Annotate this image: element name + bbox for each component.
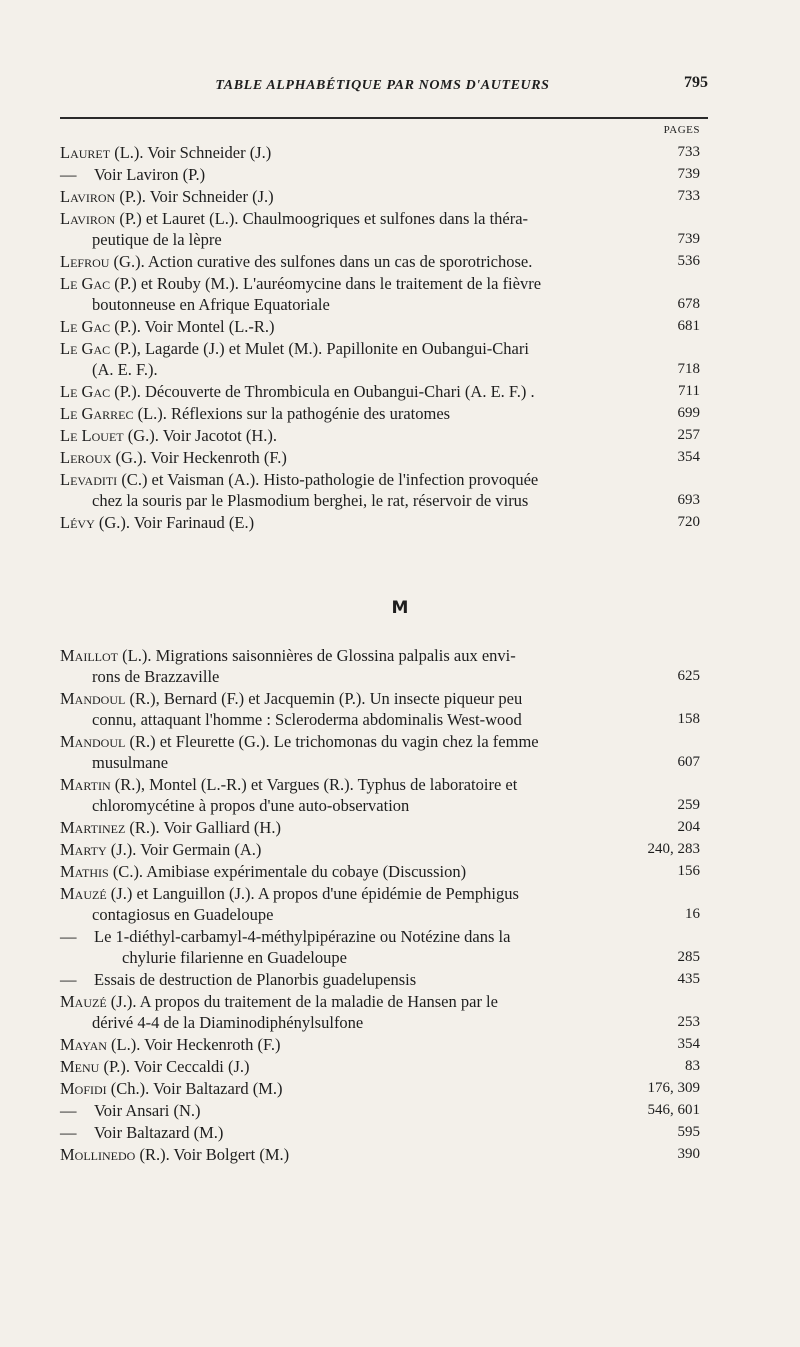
- author-name: Leroux: [60, 448, 112, 467]
- page-reference: 158: [677, 711, 700, 727]
- author-name: Mandoul: [60, 689, 126, 708]
- page-reference: 285: [677, 949, 700, 965]
- entry-continuation: musulmane: [92, 753, 169, 772]
- entries-l-list: [60, 142, 700, 534]
- author-name: Mathis: [60, 862, 109, 881]
- page-reference: 739: [677, 166, 700, 182]
- entry-description: Voir Baltazard (M.): [94, 1123, 224, 1142]
- entry-text: [60, 926, 630, 968]
- entry-description: (J.). Voir Germain (A.): [110, 840, 262, 859]
- index-entry: [60, 251, 700, 272]
- entry-continuation: chez la souris par le Plasmodium berghei, le rat, réservoir de virus: [92, 491, 529, 510]
- entry-text: [60, 1100, 630, 1121]
- entry-description: (L.). Migrations saisonnières de Glossina palpalis aux envi-: [122, 646, 516, 665]
- entry-description: (P.) et Lauret (L.). Chaulmoogriques et sulfones dans la théra-: [119, 209, 529, 228]
- author-name: Mandoul: [60, 732, 126, 751]
- author-name: Menu: [60, 1057, 100, 1076]
- page-reference: 693: [677, 492, 700, 508]
- page-reference: 546, 601: [647, 1102, 700, 1118]
- author-name: Mayan: [60, 1035, 107, 1054]
- index-entry: [60, 1122, 700, 1143]
- page-reference: 681: [677, 318, 700, 334]
- page-reference: 718: [677, 361, 700, 377]
- entry-text: [60, 447, 630, 468]
- index-entry: [60, 425, 700, 446]
- index-entry: [60, 447, 700, 468]
- index-entry: [60, 969, 700, 990]
- entry-text: [60, 1122, 630, 1143]
- entry-text: [60, 469, 630, 511]
- entry-text: [60, 1056, 630, 1077]
- index-entry: [60, 338, 700, 380]
- index-entry: [60, 208, 700, 250]
- entry-description: (R.), Bernard (F.) et Jacquemin (P.). Un insecte piqueur peu: [129, 689, 523, 708]
- author-name: Mauzé: [60, 884, 107, 903]
- index-entry: [60, 688, 700, 730]
- entry-continuation: rons de Brazzaville: [92, 667, 220, 686]
- entry-description: (R.), Montel (L.-R.) et Vargues (R.). Typhus de laboratoire et: [114, 775, 518, 794]
- author-name: Maillot: [60, 646, 118, 665]
- entry-continuation: (A. E. F.).: [92, 360, 158, 379]
- entry-text: [60, 512, 630, 533]
- entry-text: [60, 208, 630, 250]
- entry-description: (P.). Voir Montel (L.-R.): [114, 317, 275, 336]
- index-entry: [60, 645, 700, 687]
- entry-description: (R.). Voir Galliard (H.): [129, 818, 281, 837]
- entry-description: (L.). Voir Schneider (J.): [114, 143, 272, 162]
- page-reference: 257: [677, 427, 700, 443]
- entry-description: (Ch.). Voir Baltazard (M.): [110, 1079, 283, 1098]
- index-entry: [60, 774, 700, 816]
- entry-continuation: peutique de la lèpre: [92, 230, 222, 249]
- entries-m-list: [60, 645, 700, 1166]
- entry-text: [60, 861, 630, 882]
- entry-text: [60, 425, 630, 446]
- page-reference: 240, 283: [647, 841, 700, 857]
- entry-text: [60, 186, 630, 207]
- entry-text: [60, 817, 630, 838]
- running-header: TABLE ALPHABÉTIQUE PAR NOMS D'AUTEURS: [215, 78, 550, 93]
- page-number: 795: [684, 74, 708, 91]
- entry-text: [60, 273, 630, 315]
- index-entry: [60, 316, 700, 337]
- entry-text: [60, 839, 630, 860]
- author-name: Marty: [60, 840, 107, 859]
- entry-continuation: boutonneuse en Afrique Equatoriale: [92, 295, 330, 314]
- entry-description: Voir Ansari (N.): [94, 1101, 201, 1120]
- author-name: Mauzé: [60, 992, 107, 1011]
- index-entry: [60, 926, 700, 968]
- entry-text: [60, 1034, 630, 1055]
- entry-text: [60, 316, 630, 337]
- pages-column-label: PAGES: [663, 124, 700, 136]
- author-name: Le Gac: [60, 339, 111, 358]
- page-reference: 435: [677, 971, 700, 987]
- header-rule: [60, 117, 708, 119]
- entry-description: Le 1-diéthyl-carbamyl-4-méthylpipérazine ou Notézine dans la: [94, 927, 511, 946]
- entry-text: [60, 991, 630, 1033]
- page-reference: 354: [677, 449, 700, 465]
- index-entry: [60, 883, 700, 925]
- entry-text: [60, 403, 630, 424]
- entry-description: (G.). Voir Jacotot (H.).: [127, 426, 277, 445]
- index-entry: [60, 273, 700, 315]
- entry-continuation: connu, attaquant l'homme : Scleroderma abdominalis West-wood: [92, 710, 522, 729]
- page-reference: 354: [677, 1036, 700, 1052]
- page-reference: 699: [677, 405, 700, 421]
- page-reference: 16: [685, 906, 700, 922]
- author-name: Martinez: [60, 818, 126, 837]
- page-reference: 733: [677, 188, 700, 204]
- index-entry: [60, 1144, 700, 1165]
- author-name: Le Gac: [60, 382, 111, 401]
- index-entry: [60, 861, 700, 882]
- author-name: Lévy: [60, 513, 95, 532]
- entry-text: [60, 1144, 630, 1165]
- index-entry: [60, 839, 700, 860]
- index-entry: [60, 817, 700, 838]
- index-entry: [60, 186, 700, 207]
- author-name: Lauret: [60, 143, 111, 162]
- author-name: Levaditi: [60, 470, 118, 489]
- entry-text: [60, 338, 630, 380]
- page-reference: 176, 309: [647, 1080, 700, 1096]
- page-reference: 595: [677, 1124, 700, 1140]
- entry-description: (G.). Voir Heckenroth (F.): [115, 448, 287, 467]
- page-reference: 204: [677, 819, 700, 835]
- entry-description: (C.) et Vaisman (A.). Histo-pathologie de l'infection provoquée: [121, 470, 539, 489]
- entry-description: (G.). Voir Farinaud (E.): [98, 513, 255, 532]
- entry-continuation: dérivé 4-4 de la Diaminodiphénylsulfone: [92, 1013, 364, 1032]
- author-name: Le Louet: [60, 426, 124, 445]
- section-letter: M: [391, 598, 409, 618]
- entry-description: (J.). A propos du traitement de la maladie de Hansen par le: [110, 992, 498, 1011]
- entry-text: [60, 731, 630, 773]
- entry-text: [60, 883, 630, 925]
- entry-description: (P.). Découverte de Thrombicula en Oubangui-Chari (A. E. F.) .: [114, 382, 535, 401]
- entry-continuation: contagiosus en Guadeloupe: [92, 905, 274, 924]
- entry-description: (R.). Voir Bolgert (M.): [139, 1145, 290, 1164]
- entry-description: Essais de destruction de Planorbis guadelupensis: [94, 970, 417, 989]
- entry-description: (J.) et Languillon (J.). A propos d'une épidémie de Pemphigus: [110, 884, 519, 903]
- page-reference: 536: [677, 253, 700, 269]
- index-entry: [60, 142, 700, 163]
- entry-description: (R.) et Fleurette (G.). Le trichomonas du vagin chez la femme: [129, 732, 539, 751]
- index-entry: [60, 164, 700, 185]
- author-name: Lefrou: [60, 252, 110, 271]
- entry-continuation: chylurie filarienne en Guadeloupe: [122, 948, 347, 967]
- page-reference: 625: [677, 668, 700, 684]
- index-entry: [60, 1034, 700, 1055]
- index-entry: [60, 731, 700, 773]
- entry-continuation: chloromycétine à propos d'une auto-observation: [92, 796, 410, 815]
- index-entry: [60, 381, 700, 402]
- entry-text: [60, 688, 630, 730]
- entry-description: (P.) et Rouby (M.). L'auréomycine dans le traitement de la fièvre: [114, 274, 542, 293]
- entry-description: (P.). Voir Ceccaldi (J.): [103, 1057, 250, 1076]
- page-reference: 259: [677, 797, 700, 813]
- author-name: Le Gac: [60, 317, 111, 336]
- entry-text: [60, 142, 630, 163]
- page-reference: 390: [677, 1146, 700, 1162]
- index-entry: [60, 991, 700, 1033]
- index-entry: [60, 1056, 700, 1077]
- author-name: Martin: [60, 775, 111, 794]
- page-reference: 607: [677, 754, 700, 770]
- page-reference: 739: [677, 231, 700, 247]
- entry-description: (P.), Lagarde (J.) et Mulet (M.). Papillonite en Oubangui-Chari: [114, 339, 529, 358]
- page-reference: 83: [685, 1058, 700, 1074]
- index-entry: [60, 1100, 700, 1121]
- author-name: Le Garrec: [60, 404, 134, 423]
- entry-description: (G.). Action curative des sulfones dans un cas de sporotrichose.: [113, 252, 533, 271]
- page-reference: 253: [677, 1014, 700, 1030]
- entry-text: [60, 164, 630, 185]
- entry-text: [60, 774, 630, 816]
- entry-text: [60, 381, 630, 402]
- page-reference: 678: [677, 296, 700, 312]
- page-reference: 156: [677, 863, 700, 879]
- entry-description: (C.). Amibiase expérimentale du cobaye (Discussion): [112, 862, 467, 881]
- entry-description: (L.). Voir Heckenroth (F.): [111, 1035, 281, 1054]
- author-name: Laviron: [60, 187, 116, 206]
- author-name: Le Gac: [60, 274, 111, 293]
- entry-description: (L.). Réflexions sur la pathogénie des uratomes: [137, 404, 451, 423]
- entry-text: [60, 645, 630, 687]
- entry-text: [60, 251, 630, 272]
- author-name: Laviron: [60, 209, 116, 228]
- index-entry: [60, 469, 700, 511]
- entry-description: (P.). Voir Schneider (J.): [119, 187, 274, 206]
- page-reference: 720: [677, 514, 700, 530]
- index-entry: [60, 1078, 700, 1099]
- entry-description: Voir Laviron (P.): [94, 165, 206, 184]
- author-name: Mofidi: [60, 1079, 107, 1098]
- page-reference: 711: [678, 383, 700, 399]
- index-entry: [60, 512, 700, 533]
- author-name: Mollinedo: [60, 1145, 136, 1164]
- entry-text: [60, 969, 630, 990]
- entry-text: [60, 1078, 630, 1099]
- index-entry: [60, 403, 700, 424]
- page-reference: 733: [677, 144, 700, 160]
